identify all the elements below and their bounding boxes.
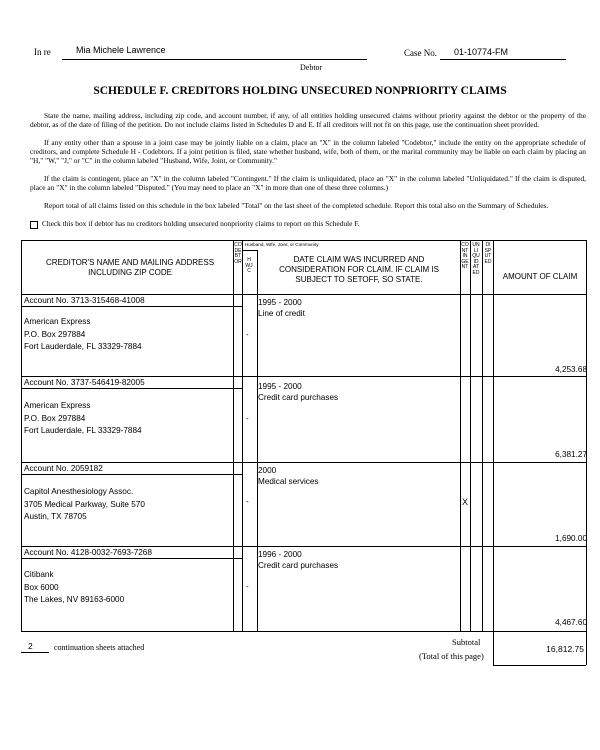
case-no-underline: [440, 59, 566, 60]
account-number: Account No. 2059182: [24, 464, 103, 473]
account-number: Account No. 3737-546419-82005: [24, 378, 145, 387]
instruction-paragraph-2: If any entity other than a spouse in a joint case may be jointly liable on a claim, place an "X" in the column labeled "Codebtor," include the entity on the appropriate schedule of creditors, and complete Schedule H - Codebtors. If a joint petition is filed, state whether husband, wife, both of them, or the marital community may be liable on each claim by placing an "H," "W," "J," or "C" in the column labeled "Husband, Wife, Joint, or Community.": [30, 138, 586, 165]
claim-consideration: Credit card purchases: [258, 393, 339, 402]
header-contingent: CONTINGENT: [461, 242, 469, 271]
claim-consideration: Medical services: [258, 477, 319, 486]
header-creditor: CREDITOR'S NAME AND MAILING ADDRESS INCLUDING ZIP CODE: [45, 258, 215, 277]
no-creditors-checkbox[interactable]: [30, 221, 38, 229]
header-amount: AMOUNT OF CLAIM: [502, 272, 578, 281]
claim-amount: 4,467.60: [555, 618, 587, 627]
subtotal-value: 16,812.75: [546, 644, 584, 654]
header-hwjc-label: Husband, Wife, Joint, or Community: [245, 242, 319, 247]
claim-consideration: Credit card purchases: [258, 561, 339, 570]
claim-date: 1995 - 2000: [258, 298, 302, 307]
hwjc-value: -: [246, 330, 249, 339]
continuation-underline: [21, 652, 49, 653]
subtotal-sublabel: (Total of this page): [419, 651, 484, 661]
debtor-name: Mia Michele Lawrence: [76, 45, 166, 55]
subtotal-label: Subtotal: [452, 637, 481, 647]
claim-amount: 1,690.00: [555, 534, 587, 543]
claim-consideration: Line of credit: [258, 309, 305, 318]
creditor-address: American Express P.O. Box 297884 Fort Lauderdale, FL 33329-7884: [24, 317, 142, 351]
claim-date: 1996 - 2000: [258, 550, 302, 559]
header-unliquidated: UNLIQUIDATED: [472, 242, 480, 276]
header-hwjc: HWJC: [245, 257, 253, 275]
account-number: Account No. 3713-315468-41008: [24, 296, 145, 305]
claim-date: 2000: [258, 466, 277, 475]
instruction-paragraph-4: Report total of all claims listed on this schedule in the box labeled "Total" on the last sheet of the completed schedule. Report this total also on the Summary of Schedules.: [44, 201, 549, 210]
instruction-paragraph-1: State the name, mailing address, including zip code, and account number, if any, of all entities holding unsecured claims without priority against the debtor or the property of the debtor, as of the date of filing of the petition. Do not include claims listed in Schedules D and E. If all creditors will not fit on this page, use the continuation sheet provided.: [30, 111, 586, 129]
creditor-address: Citibank Box 6000 The Lakes, NV 89163-6000: [24, 570, 125, 604]
creditor-address: American Express P.O. Box 297884 Fort Lauderdale, FL 33329-7884: [24, 401, 142, 435]
in-re-label: In re: [34, 47, 51, 57]
claim-date: 1995 - 2000: [258, 382, 302, 391]
header-codebtor: CODEBTOR: [234, 242, 242, 265]
debtor-underline: [62, 59, 367, 60]
claim-amount: 4,253.68: [555, 365, 587, 374]
claim-amount: 6,381.27: [555, 450, 587, 459]
case-no-value: 01-10774-FM: [454, 47, 509, 57]
hwjc-value: -: [246, 414, 249, 423]
checkbox-label: Check this box if debtor has no creditors holding unsecured nonpriority claims to report on this Schedule F.: [42, 219, 360, 228]
header-date-claim: DATE CLAIM WAS INCURRED AND CONSIDERATION FOR CLAIM. IF CLAIM IS SUBJECT TO SETOFF, SO STATE.: [279, 255, 439, 284]
case-no-label: Case No.: [404, 48, 437, 58]
hwjc-value: -: [246, 582, 249, 591]
hwjc-value: -: [246, 497, 249, 506]
account-number: Account No. 4128-0032-7693-7268: [24, 548, 152, 557]
continuation-count: 2: [28, 641, 33, 651]
continuation-text: continuation sheets attached: [54, 643, 145, 652]
debtor-caption: Debtor: [300, 63, 323, 72]
unliquidated-mark: X: [462, 497, 469, 507]
header-disputed: DISPUTED: [484, 242, 492, 265]
creditor-address: Capitol Anesthesiology Assoc. 3705 Medical Parkway, Suite 570 Austin, TX 78705: [24, 487, 145, 521]
page-title: SCHEDULE F. CREDITORS HOLDING UNSECURED NONPRIORITY CLAIMS: [93, 85, 507, 97]
instruction-paragraph-3: If the claim is contingent, place an "X" in the column labeled "Contingent." If the claim is unliquidated, place an "X" in the column labeled "Unliquidated." If the claim is disputed, place an "X" in the column labeled "Disputed." (You may need to place an "X" in more than one of these three columns.): [30, 174, 586, 192]
